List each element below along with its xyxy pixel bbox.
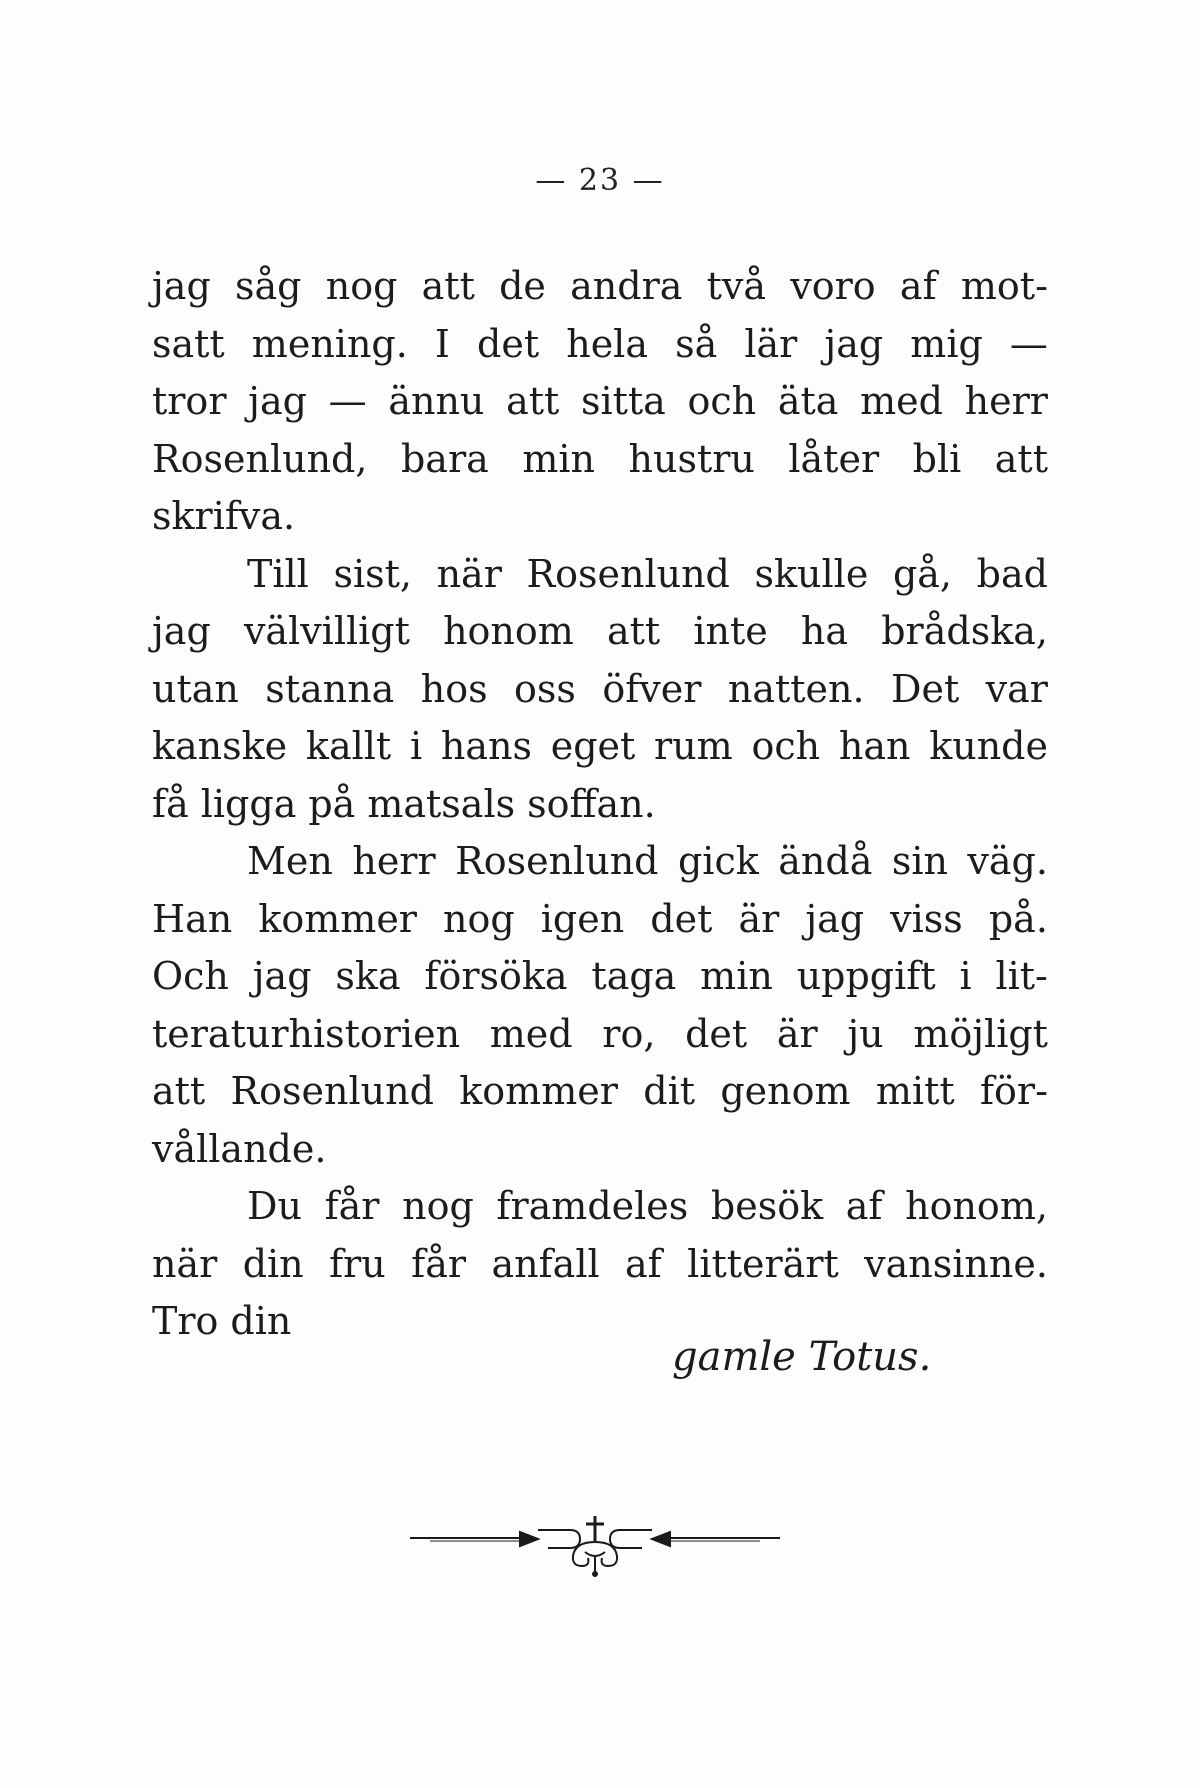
word: ännu: [388, 379, 485, 423]
word: Till: [247, 551, 309, 596]
word: i: [409, 724, 423, 768]
word: öfver: [602, 666, 702, 711]
word: andra: [570, 264, 683, 308]
word: när: [436, 551, 502, 596]
word: och: [687, 379, 757, 423]
word: satt: [152, 321, 225, 366]
word: utan: [152, 666, 239, 711]
word: Du: [247, 1184, 302, 1228]
word: tror: [152, 379, 227, 423]
word: kunde: [929, 724, 1048, 768]
word: så: [675, 321, 718, 366]
word: voro: [790, 264, 876, 308]
word: det: [685, 1011, 748, 1056]
word: inte: [693, 609, 768, 653]
word: genom: [720, 1069, 851, 1113]
word: att: [152, 1069, 206, 1113]
word: Rosenlund: [455, 839, 659, 883]
word: soffan.: [527, 781, 656, 826]
word: lit-: [995, 954, 1048, 998]
word: är: [738, 896, 780, 941]
word: får: [324, 1184, 380, 1228]
word: jag: [152, 264, 211, 308]
word: honom,: [905, 1184, 1048, 1228]
word: bara: [400, 436, 489, 481]
word: sin: [891, 839, 948, 883]
word: mot-: [960, 264, 1048, 308]
word: jag: [248, 379, 307, 423]
word: hos: [420, 666, 488, 711]
word: —: [328, 379, 367, 423]
word: taga: [591, 954, 677, 998]
word: rum: [654, 724, 733, 768]
word: var: [985, 666, 1048, 711]
word: Men: [247, 839, 333, 883]
word: för-: [979, 1069, 1048, 1113]
word: två: [706, 264, 767, 308]
word: min: [522, 436, 595, 481]
word: mig: [910, 321, 983, 366]
body-text: [152, 258, 1048, 1351]
word: låter: [788, 436, 880, 481]
page-number: — 23 —: [535, 163, 665, 198]
word: Rosenlund,: [152, 436, 368, 481]
word: får: [411, 1241, 467, 1286]
text-line: [152, 431, 1048, 489]
word: I: [434, 321, 450, 366]
word: i: [959, 954, 972, 998]
word: vansinne.: [864, 1241, 1048, 1286]
word: eget: [550, 724, 636, 768]
text-line: [152, 1178, 1048, 1236]
word: jag: [824, 321, 884, 366]
word: det: [477, 321, 540, 366]
text-line: [152, 833, 1048, 891]
word: på: [308, 781, 356, 826]
word: det: [650, 896, 713, 941]
word: dit: [643, 1069, 695, 1113]
word: sist,: [333, 551, 412, 596]
word: nog: [443, 896, 515, 941]
word: skulle: [754, 551, 869, 596]
text-line: [152, 948, 1048, 1006]
word: vållande.: [152, 1126, 327, 1171]
word: de: [499, 264, 546, 308]
word: litterärt: [687, 1241, 839, 1286]
word: ska: [335, 954, 401, 998]
word: igen: [540, 896, 625, 941]
word: teraturhistorien: [152, 1011, 461, 1056]
text-line: [152, 603, 1048, 661]
word: sitta: [580, 379, 666, 423]
word: nog: [402, 1184, 474, 1228]
text-line: [152, 1121, 1048, 1179]
word: Och: [152, 954, 229, 998]
word: är: [776, 1011, 818, 1056]
text-line: [152, 776, 1048, 834]
word: bad: [976, 551, 1048, 596]
word: såg: [235, 264, 302, 308]
word: jag: [152, 609, 211, 653]
word: med: [489, 1011, 573, 1056]
word: skrifva.: [152, 494, 296, 538]
word: af: [845, 1184, 883, 1228]
word: att: [506, 379, 560, 423]
word: med: [860, 379, 943, 423]
word: nog: [325, 264, 398, 308]
word: herr: [964, 379, 1048, 423]
word: väg.: [967, 839, 1048, 883]
signature: gamle Totus.: [672, 1334, 932, 1380]
word: ha: [800, 609, 849, 653]
word: besök: [710, 1184, 824, 1228]
word: —: [1009, 321, 1048, 366]
text-line: [152, 488, 1048, 546]
word: min: [700, 954, 773, 998]
word: äta: [777, 379, 839, 423]
word: brådska,: [881, 609, 1048, 653]
word: Rosenlund: [526, 551, 730, 596]
word: när: [152, 1241, 218, 1286]
word: anfall: [491, 1241, 600, 1286]
word: hustru: [628, 436, 755, 481]
word: mening.: [251, 321, 408, 366]
word: hans: [440, 724, 532, 768]
word: han: [838, 724, 911, 768]
text-line: [152, 1236, 1048, 1294]
text-line: [152, 316, 1048, 374]
word: Rosenlund: [230, 1069, 434, 1113]
word: jag: [805, 896, 865, 941]
word: viss: [890, 896, 963, 941]
word: matsals: [367, 781, 516, 826]
word: och: [751, 724, 821, 768]
text-line: [152, 373, 1048, 431]
word: gick: [677, 839, 759, 883]
word: att: [606, 609, 661, 653]
text-line: [152, 718, 1048, 776]
text-line: [152, 546, 1048, 604]
word: jag: [252, 954, 312, 998]
word: ju: [847, 1011, 884, 1056]
word: gå,: [892, 551, 952, 596]
word: mitt: [875, 1069, 955, 1113]
word: lär: [744, 321, 798, 366]
word: framdeles: [496, 1184, 689, 1228]
word: af: [625, 1241, 662, 1286]
word: Han: [152, 896, 233, 941]
word: din: [242, 1241, 304, 1286]
word: kommer: [258, 896, 417, 941]
word: försöka: [424, 954, 568, 998]
word: herr: [352, 839, 436, 883]
word: fru: [329, 1241, 386, 1286]
word: ro,: [602, 1011, 656, 1056]
word: stanna: [265, 666, 395, 711]
text-line: [152, 1063, 1048, 1121]
decorative-fleuron-icon: [410, 1512, 780, 1578]
word: din: [230, 1299, 292, 1343]
text-line: [152, 1006, 1048, 1064]
word: på.: [988, 896, 1048, 941]
word: få: [152, 781, 189, 826]
word: ändå: [778, 839, 873, 883]
text-line: [152, 258, 1048, 316]
word: bli: [912, 436, 962, 481]
word: kanske: [152, 724, 288, 768]
word: Tro: [152, 1299, 219, 1343]
word: natten.: [727, 666, 865, 711]
word: kallt: [305, 724, 392, 768]
word: Det: [890, 666, 960, 711]
text-line: [152, 661, 1048, 719]
word: möjligt: [913, 1011, 1048, 1056]
word: uppgift: [796, 954, 936, 998]
word: honom: [443, 609, 574, 653]
word: kommer: [459, 1069, 618, 1113]
word: oss: [514, 666, 576, 711]
text-line: [152, 891, 1048, 949]
word: att: [994, 436, 1048, 481]
word: hela: [566, 321, 648, 366]
word: välvilligt: [243, 609, 410, 653]
word: att: [421, 264, 475, 308]
word: ligga: [200, 781, 297, 826]
word: af: [899, 264, 937, 308]
